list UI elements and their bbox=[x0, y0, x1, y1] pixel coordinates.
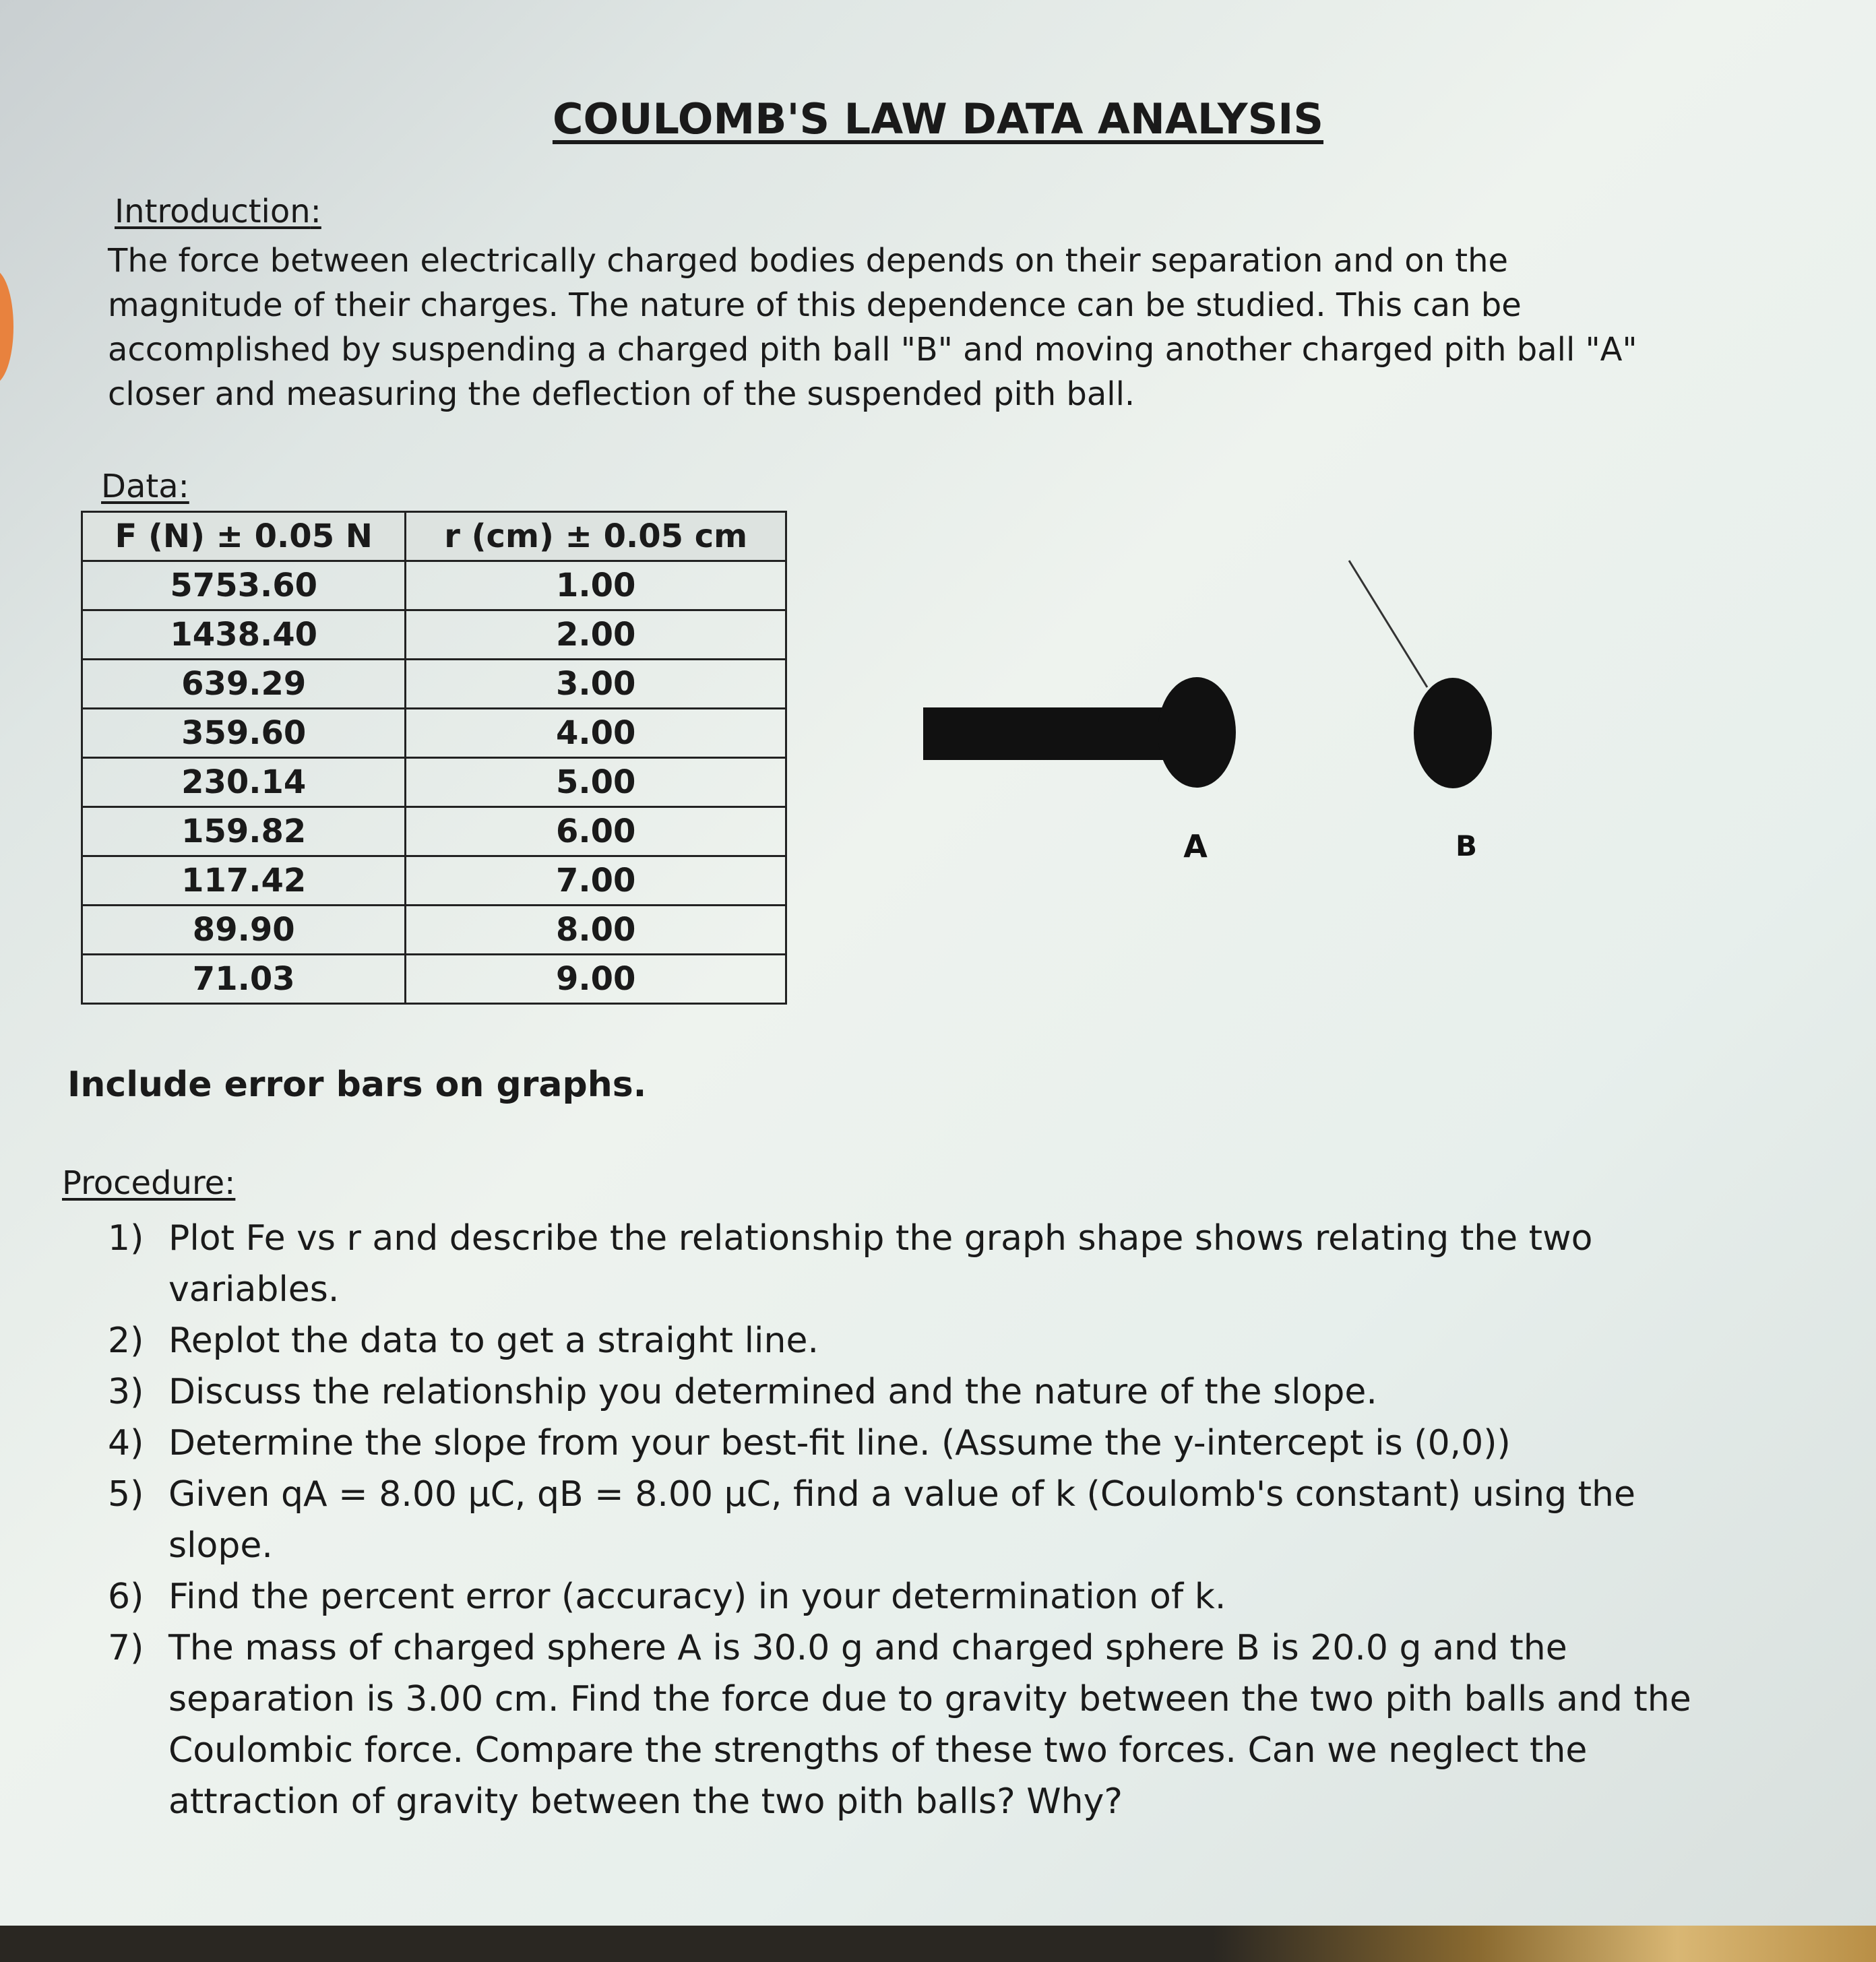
step-number: 5) bbox=[108, 1474, 144, 1515]
page-title: COULOMB'S LAW DATA ANALYSIS bbox=[552, 94, 1324, 144]
force-cell: 359.60 bbox=[82, 709, 406, 758]
pith-ball-b bbox=[1414, 678, 1492, 788]
table-row bbox=[82, 807, 786, 856]
distance-cell: 4.00 bbox=[406, 709, 786, 758]
pith-ball-a bbox=[1158, 677, 1236, 788]
data-table bbox=[81, 511, 787, 1005]
label-b: B bbox=[1455, 829, 1478, 862]
light-reflection bbox=[1213, 1926, 1876, 1962]
distance-cell: 6.00 bbox=[406, 807, 786, 856]
table-row bbox=[82, 709, 786, 758]
table-row bbox=[82, 906, 786, 955]
table-row bbox=[82, 758, 786, 807]
step-text: Plot Fe vs r and describe the relationship the graph shape shows relating the two variables. bbox=[168, 1218, 1593, 1310]
force-cell: 639.29 bbox=[82, 660, 406, 709]
distance-cell: 9.00 bbox=[406, 955, 786, 1004]
label-a: A bbox=[1183, 828, 1208, 864]
step-number: 3) bbox=[108, 1372, 144, 1412]
list-item bbox=[108, 1315, 1725, 1366]
distance-cell: 1.00 bbox=[406, 561, 786, 610]
force-cell: 159.82 bbox=[82, 807, 406, 856]
pith-ball-diagram bbox=[903, 552, 1509, 889]
step-text: Discuss the relationship you determined and the nature of the slope. bbox=[168, 1372, 1377, 1412]
step-text: Determine the slope from your best-fit line. (Assume the y-intercept is (0,0)) bbox=[168, 1423, 1511, 1463]
step-number: 4) bbox=[108, 1423, 144, 1463]
force-cell: 1438.40 bbox=[82, 610, 406, 660]
step-text: Find the percent error (accuracy) in your determination of k. bbox=[168, 1577, 1226, 1617]
step-text: Replot the data to get a straight line. bbox=[168, 1321, 819, 1361]
list-item bbox=[108, 1571, 1725, 1622]
table-row bbox=[82, 955, 786, 1004]
step-text: The mass of charged sphere A is 30.0 g and charged sphere B is 20.0 g and the separation is 3.00 cm. Find the force due to gravity between the two pith balls and the Coulombic force. Compare the strengths of these two forces. Can we neglect the attraction of gravity between the two pith balls? Why? bbox=[168, 1628, 1691, 1822]
step-number: 6) bbox=[108, 1577, 144, 1617]
step-text: Given qA = 8.00 µC, qB = 8.00 µC, find a value of k (Coulomb's constant) using the slope. bbox=[168, 1474, 1635, 1566]
distance-cell: 2.00 bbox=[406, 610, 786, 660]
list-item bbox=[108, 1622, 1725, 1827]
force-cell: 230.14 bbox=[82, 758, 406, 807]
step-number: 1) bbox=[108, 1218, 144, 1259]
procedure-list bbox=[108, 1213, 1725, 1827]
force-cell: 89.90 bbox=[82, 906, 406, 955]
table-row bbox=[82, 610, 786, 660]
step-number: 2) bbox=[108, 1321, 144, 1361]
table-header-row bbox=[82, 512, 786, 561]
table-row bbox=[82, 660, 786, 709]
force-cell: 117.42 bbox=[82, 856, 406, 906]
list-item bbox=[108, 1418, 1725, 1469]
table-row bbox=[82, 856, 786, 906]
force-cell: 5753.60 bbox=[82, 561, 406, 610]
introduction-heading: Introduction: bbox=[115, 193, 321, 230]
list-item bbox=[108, 1213, 1725, 1315]
introduction-text: The force between electrically charged bodies depends on their separation and on the magnitude of their charges. The nature of this dependence can be studied. This can be accomplished by suspending a charged pith ball "B" and moving another charged pith ball "A" closer and measuring the deflection of the suspended pith ball. bbox=[108, 242, 1637, 413]
error-bars-note: Include error bars on graphs. bbox=[67, 1065, 647, 1105]
procedure-heading: Procedure: bbox=[62, 1164, 236, 1202]
distance-cell: 5.00 bbox=[406, 758, 786, 807]
force-cell: 71.03 bbox=[82, 955, 406, 1004]
column-header-force: F (N) ± 0.05 N bbox=[82, 512, 406, 561]
data-heading: Data: bbox=[101, 468, 189, 505]
list-item bbox=[108, 1366, 1725, 1418]
table-row bbox=[82, 561, 786, 610]
step-number: 7) bbox=[108, 1628, 144, 1668]
column-header-distance: r (cm) ± 0.05 cm bbox=[406, 512, 786, 561]
distance-cell: 7.00 bbox=[406, 856, 786, 906]
distance-cell: 3.00 bbox=[406, 660, 786, 709]
distance-cell: 8.00 bbox=[406, 906, 786, 955]
list-item bbox=[108, 1469, 1725, 1571]
suspension-thread bbox=[1349, 561, 1427, 687]
